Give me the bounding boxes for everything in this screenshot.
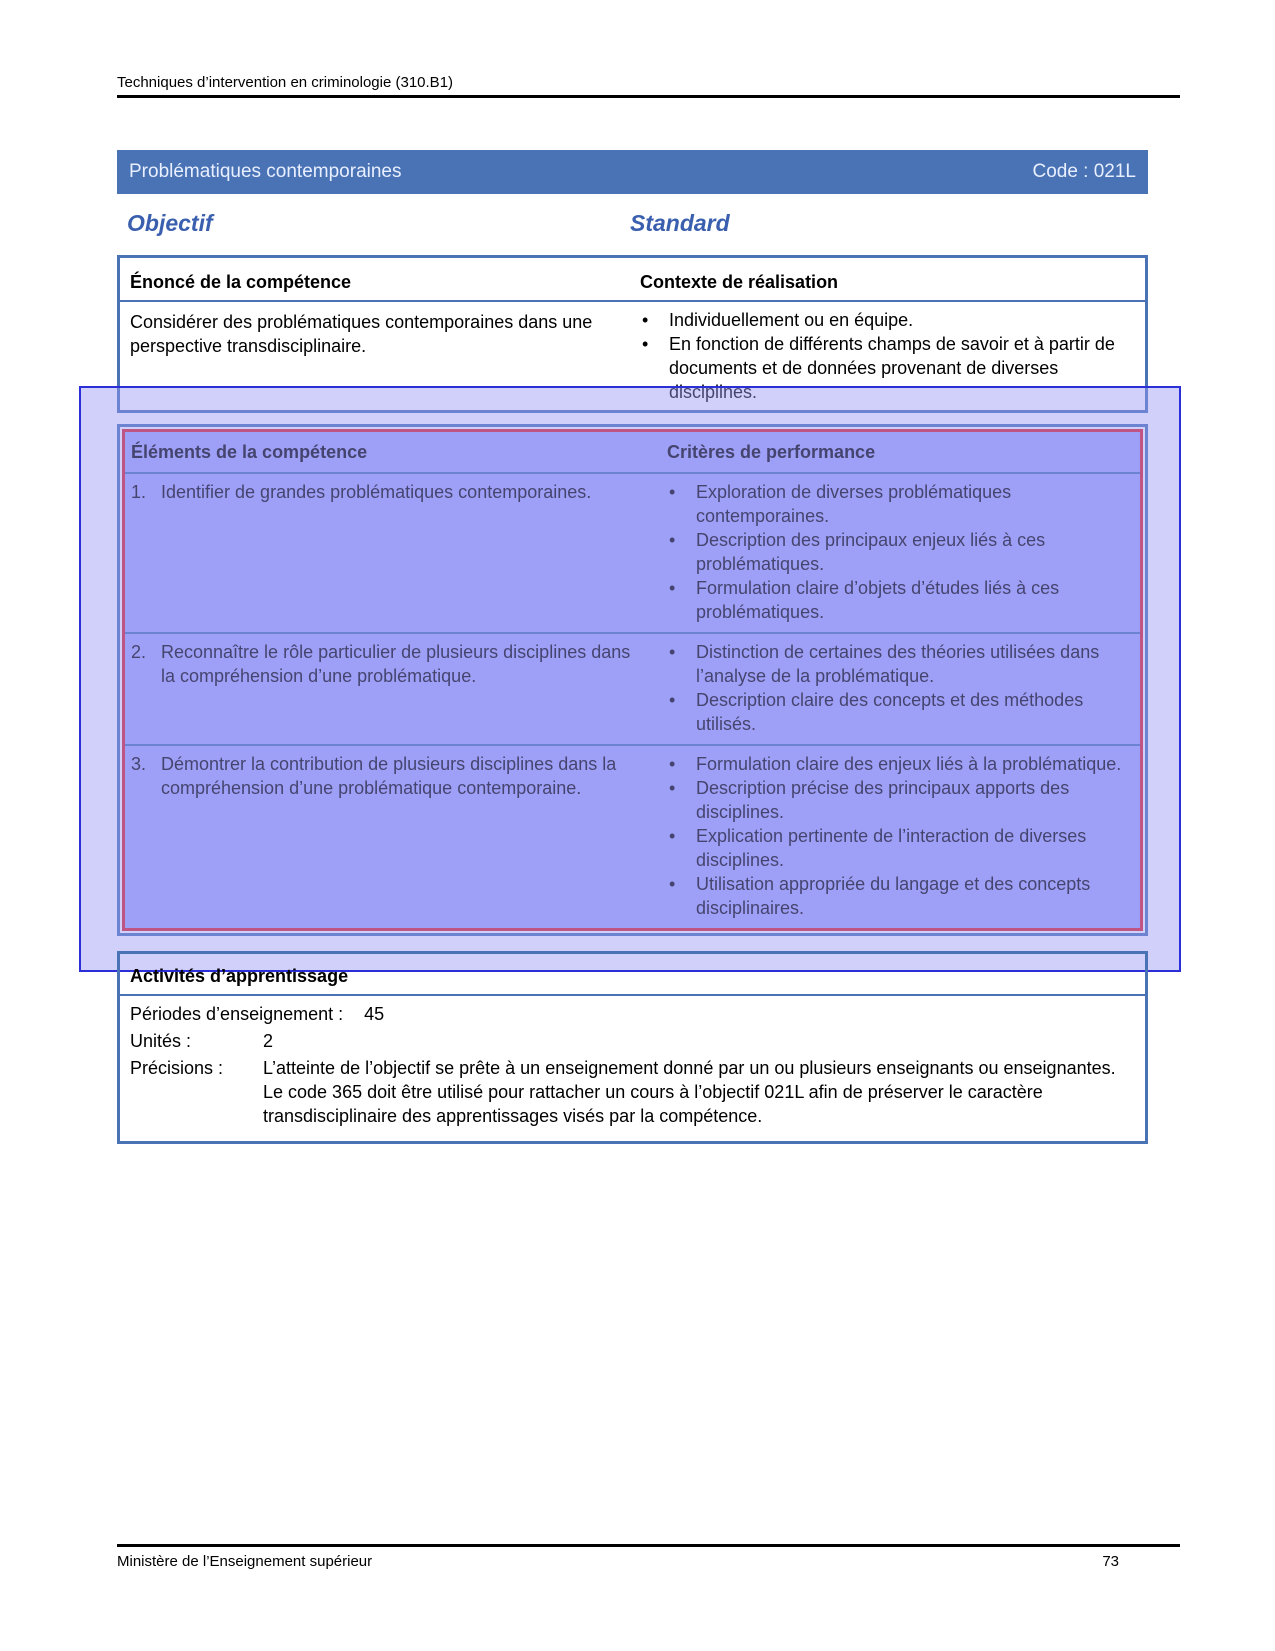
list-item: • Description précise des principaux apports des disciplines. [669,778,1070,822]
course-title: Problématiques contemporaines [129,161,402,182]
table-row [125,745,1140,928]
table-row [125,473,1140,633]
element-item: 3. Démontrer la contribution de plusieurs disciplines dans la compréhension d’une problématique contemporaine. [131,754,617,798]
title-bar [117,150,1148,194]
context-header: Contexte de réalisation [630,257,1147,302]
context-list [640,308,1125,404]
bullet-icon: • [669,530,676,550]
ministry-name: Ministère de l’Enseignement supérieur [117,1553,373,1570]
bullet-icon: • [669,874,676,894]
activities-box [117,951,1148,1144]
list-item: • Individuellement ou en équipe. [642,310,914,330]
competence-table [117,255,1148,413]
element-item: 1. Identifier de grandes problématiques contemporaines. [131,482,592,502]
bullet-icon: • [642,310,649,330]
table-row [125,633,1140,745]
list-item: • Utilisation appropriée du langage et des concepts disciplinaires. [669,874,1091,918]
activities-header: Activités d’apprentissage [120,954,1145,996]
element-item: 2. Reconnaître le rôle particulier de plusieurs disciplines dans la compréhension d’une problématique. [131,642,631,686]
list-item: • Description claire des concepts et des méthodes utilisés. [669,690,1084,734]
units-row [130,1029,1135,1053]
bullet-icon: • [642,334,649,354]
bullet-icon: • [669,690,676,710]
footer [117,1553,1119,1570]
bullet-icon: • [669,578,676,598]
precisions-row [130,1056,1135,1128]
precisions-text-2: Le code 365 doit être utilisé pour rattacher un cours à l’objectif 021L afin de préserver le caractère transdisciplinaire des apprentissages visés par la compétence. [263,1082,1043,1126]
list-item: • Exploration de diverses problématiques contemporaines. [669,482,1012,526]
list-item: • Description des principaux enjeux liés à ces problématiques. [669,530,1046,574]
list-item: • Formulation claire des enjeux liés à la problématique. [669,754,1122,774]
periods-label: Périodes d’enseignement : [130,1004,344,1024]
list-item: • En fonction de différents champs de savoir et à partir de documents et de données provenant de diverses disciplines. [642,334,1115,402]
competence-statement: Considérer des problématiques contemporaines dans une perspective transdisciplinaire. [130,312,593,356]
units-label: Unités : [130,1031,192,1051]
elements-header: Éléments de la compétence [125,432,661,473]
periods-row [130,1002,1135,1026]
footer-rule [117,1544,1180,1547]
competence-header: Énoncé de la compétence [119,257,631,302]
periods-value: 45 [364,1004,385,1024]
course-code: Code : 021L [1032,161,1136,182]
standard-heading: Standard [630,210,730,236]
highlight-frame [122,429,1143,931]
elements-table [117,424,1148,936]
header-rule [117,95,1180,98]
bullet-icon: • [669,482,676,502]
objective-heading: Objectif [127,210,213,236]
bullet-icon: • [669,754,676,774]
list-item: • Distinction de certaines des théories utilisées dans l’analyse de la problématique. [669,642,1100,686]
running-header: Techniques d’intervention en criminologie (310.B1) [117,74,454,91]
bullet-icon: • [669,642,676,662]
bullet-icon: • [669,826,676,846]
list-item: • Explication pertinente de l’interaction de diverses disciplines. [669,826,1087,870]
precisions-text-1: L’atteinte de l’objectif se prête à un enseignement donné par un ou plusieurs enseignants ou enseignantes. [263,1058,1116,1078]
precisions-label: Précisions : [130,1058,224,1078]
page-number: 73 [1102,1553,1119,1570]
list-item: • Formulation claire d’objets d’études liés à ces problématiques. [669,578,1060,622]
units-value: 2 [263,1031,274,1051]
bullet-icon: • [669,778,676,798]
criteria-header: Critères de performance [661,432,1140,473]
